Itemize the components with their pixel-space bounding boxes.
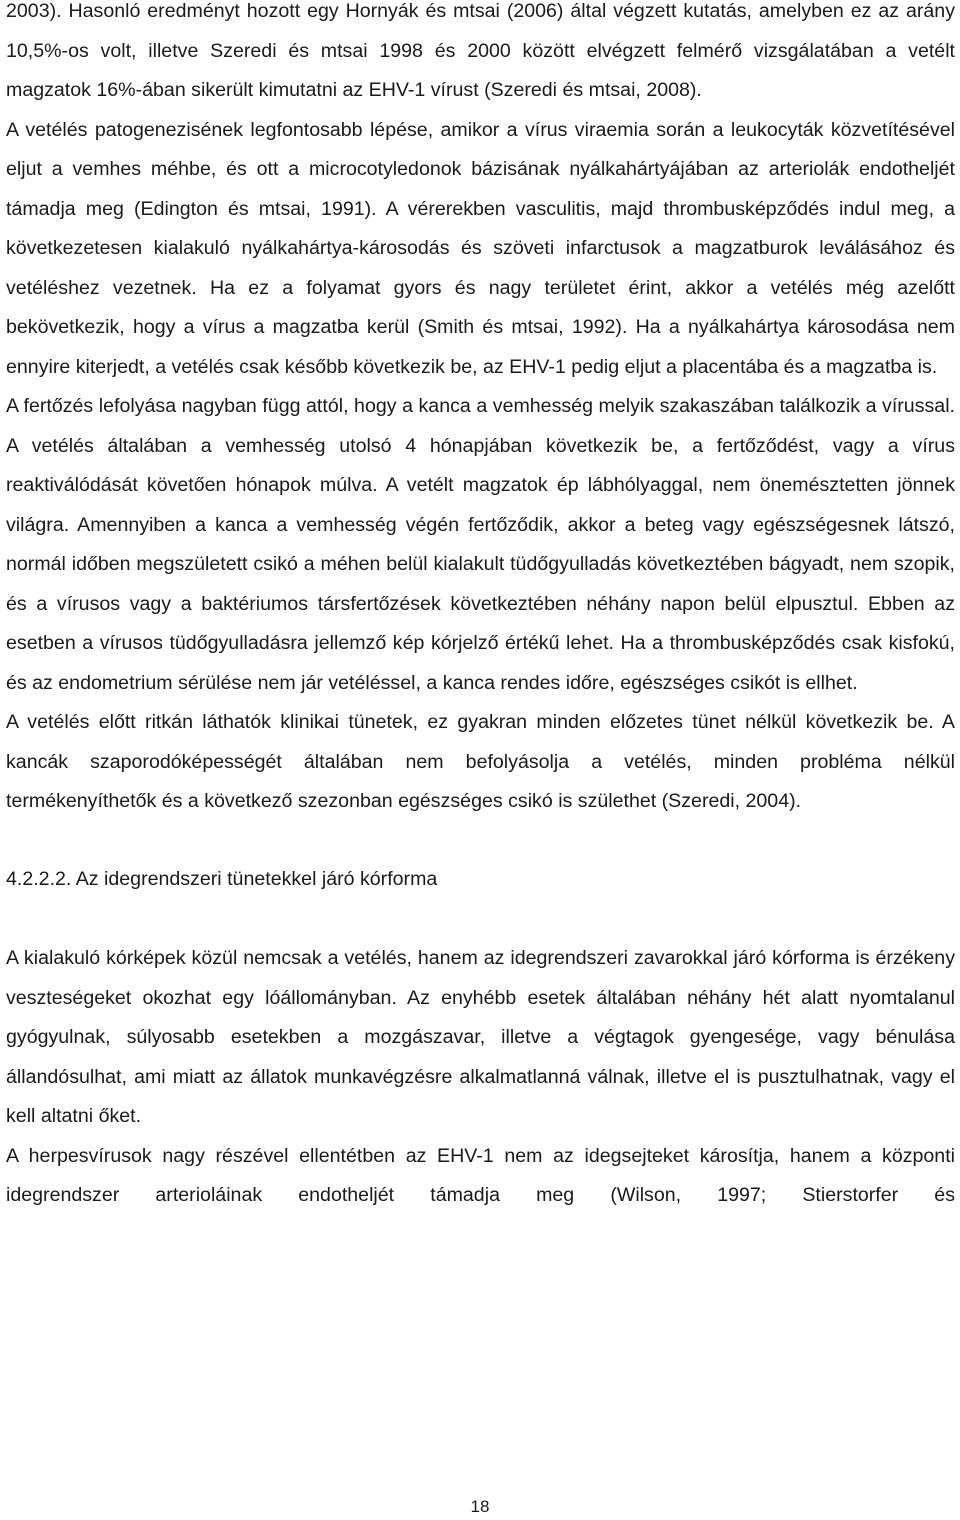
paragraph-clinical-signs: A vetélés előtt ritkán láthatók klinikai tünetek, ez gyakran minden előzetes tünet nélkül következik be. A kancák szaporodóképességét általában nem befolyásolja a vetélés, minden probléma nélkül termékenyíthetők és a következő szezonban egészséges csikó is születhet (Szeredi, 2004). xyxy=(6,711,955,812)
paragraph-hornyak-results: 2003). Hasonló eredményt hozott egy Hornyák és mtsai (2006) által végzett kutatás, amelyben ez az arány 10,5%-os volt, illetve Szeredi és mtsai 1998 és 2000 között elvégzett felmérő vizsgálatában a vetélt magzatok 16%-ában sikerült kimutatni az EHV-1 vírust (Szeredi és mtsai, 2008). xyxy=(6,0,955,101)
paragraph-neurological-form: A kialakuló kórképek közül nemcsak a vetélés, hanem az idegrendszeri zavarokkal járó kórforma is érzékeny veszteségeket okozhat egy lóállományban. Az enyhébb esetek általában néhány hét alatt nyomtalanul gyógyulnak, súlyosabb esetekben a mozgászavar, illetve a végtagok gyengesége, vagy bénulása állandósulhat, ami miatt az állatok munkavégzésre alkalmatlanná válnak, illetve el is pusztulhatnak, vagy el kell altatni őket. xyxy=(6,947,955,1127)
paragraph-abortion-pathogenesis: A vetélés patogenezisének legfontosabb lépése, amikor a vírus viraemia során a leukocyták közvetítésével eljut a vemhes méhbe, és ott a microcotyledonok bázisának nyálkahártyájában az arteriolák endotheljét támadja meg (Edington és mtsai, 1991). A vérerekben vasculitis, majd thrombusképződés indul meg, a következetesen kialakuló nyálkahártya-károsodás és szöveti infarctusok a magzatburok leválásához és vetéléshez vezetnek. Ha ez a folyamat gyors és nagy területet érint, akkor a vetélés még azelőtt bekövetkezik, hogy a vírus a magzatba kerül (Smith és mtsai, 1992). Ha a nyálkahártya károsodása nem ennyire kiterjedt, a vetélés csak később következik be, az EHV-1 pedig eljut a placentába és a magzatba is. xyxy=(6,118,955,378)
section-heading: 4.2.2.2. Az idegrendszeri tünetekkel járó kórforma xyxy=(6,867,438,890)
page-number: 18 xyxy=(470,1497,490,1516)
page-content xyxy=(6,0,955,1216)
paragraph-endothelium: A herpesvírusok nagy részével ellentétben az EHV-1 nem az idegsejteket károsítja, hanem a központi idegrendszer arterioláinak endotheljét támadja meg (Wilson, 1997; Stierstorfer és xyxy=(6,1144,955,1206)
paragraph-infection-course: A fertőzés lefolyása nagyban függ attól, hogy a kanca a vemhesség melyik szakaszában találkozik a vírussal. A vetélés általában a vemhesség utolsó 4 hónapjában következik be, a fertőződést, vagy a vírus reaktiválódását követően hónapok múlva. A vetélt magzatok ép lábhólyaggal, nem önemésztetten jönnek világra. Amennyiben a kanca a vemhesség végén fertőződik, akkor a beteg vagy egészségesnek látszó, normál időben megszületett csikó a méhen belül kialakult tüdőgyulladás következtében bágyadt, nem szopik, és a vírusos vagy a baktériumos társfertőzések következtében néhány napon belül elpusztul. Ebben az esetben a vírusos tüdőgyulladásra jellemző kép kórjelző értékű lehet. Ha a thrombusképződés csak kisfokú, és az endometrium sérülése nem jár vetéléssel, a kanca rendes időre, egészséges csikót is ellhet. xyxy=(6,395,955,694)
